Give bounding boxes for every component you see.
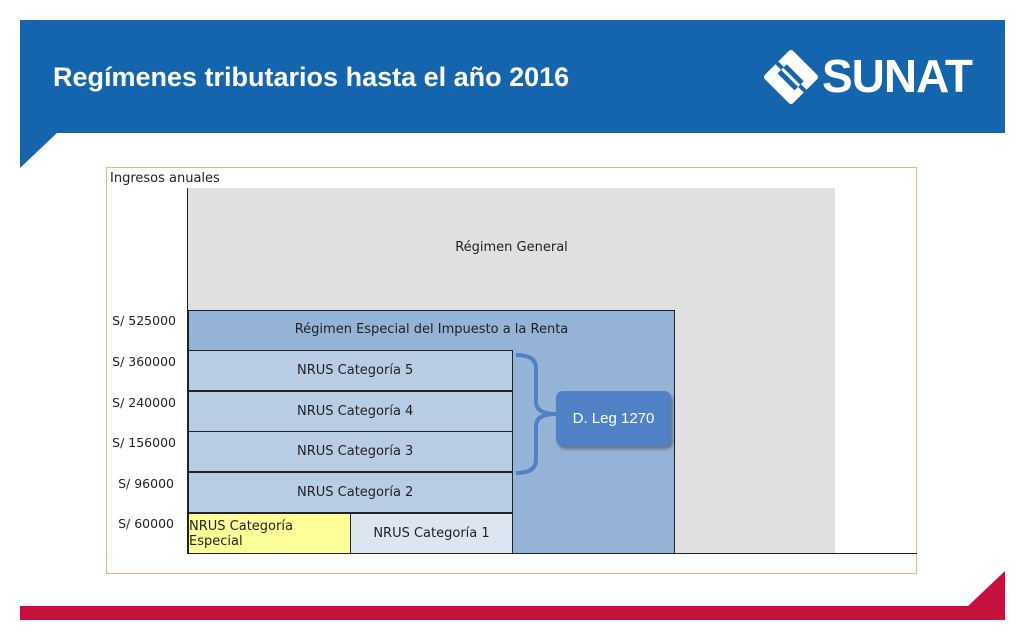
nrus-cat5-block: NRUS Categoría 5 bbox=[188, 350, 513, 391]
x-axis-line bbox=[187, 553, 917, 554]
d-leg-1270-callout: D. Leg 1270 bbox=[556, 391, 671, 446]
y-tick-60000: S/ 60000 bbox=[118, 516, 174, 531]
y-tick-525000: S/ 525000 bbox=[112, 313, 176, 328]
nrus-cat4-block: NRUS Categoría 4 bbox=[188, 391, 513, 432]
nrus-cat3-block: NRUS Categoría 3 bbox=[188, 431, 513, 472]
y-tick-240000: S/ 240000 bbox=[112, 395, 176, 410]
y-tick-360000: S/ 360000 bbox=[112, 354, 176, 369]
y-axis-label: Ingresos anuales bbox=[110, 171, 220, 186]
footer-bar bbox=[20, 606, 1005, 620]
footer-fold bbox=[967, 571, 1005, 607]
y-tick-156000: S/ 156000 bbox=[112, 435, 176, 450]
page-title: Regímenes tributarios hasta el año 2016 bbox=[53, 62, 570, 92]
y-axis-line bbox=[187, 188, 188, 554]
regimen-especial-block: Régimen Especial del Impuesto a la Renta bbox=[188, 310, 675, 554]
header-fold bbox=[20, 132, 58, 168]
nrus-cat-especial-block: NRUS Categoría Especial bbox=[188, 513, 351, 554]
nrus-cat1-block: NRUS Categoría 1 bbox=[350, 513, 513, 554]
logo-text: SUNAT bbox=[822, 50, 973, 102]
nrus-cat2-block: NRUS Categoría 2 bbox=[188, 472, 513, 513]
y-tick-96000: S/ 96000 bbox=[118, 476, 174, 491]
regimen-general-block: Régimen General bbox=[188, 188, 835, 553]
